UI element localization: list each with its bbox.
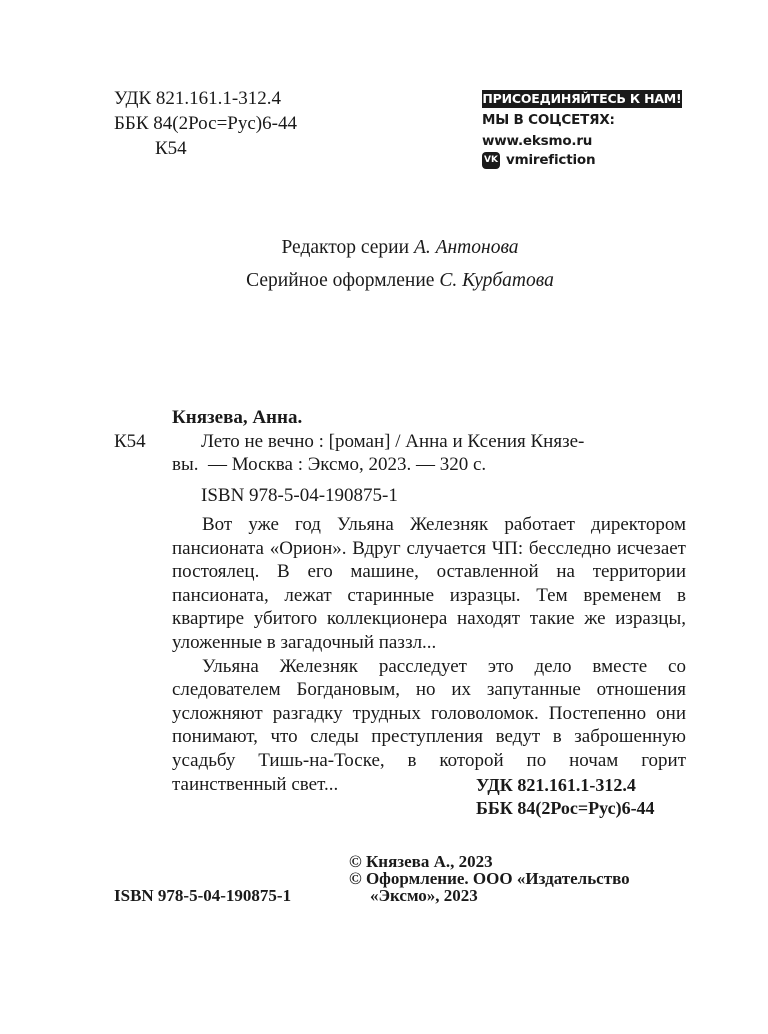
record-title-line1: Лето не вечно : [роман] / Анна и Ксения Князе- <box>201 431 585 452</box>
copyright-design: © Оформление. ООО «Издательство <box>349 869 630 888</box>
annotation <box>172 513 686 796</box>
record-author: Князева, Анна. <box>172 407 303 428</box>
series-editor-name: А. Антонова <box>413 237 519 258</box>
design-credit-line <box>0 268 768 294</box>
record-isbn: ISBN 978-5-04-190875-1 <box>201 485 398 506</box>
record-title-line2: вы. — Москва : Эксмо, 2023. — 320 с. <box>172 454 487 475</box>
annotation-paragraph-2: Ульяна Железняк расследует это дело вместе со следователем Богдановым, но их запутанные отношения усложняют разгадку трудных головоломок. Постепенно они понимают, что следы преступления ведут в заброшенную усадьбу Тишь-на-Тоске, в которой по ночам горит таинственный свет... <box>172 655 686 795</box>
series-editor-line <box>0 235 768 261</box>
vk-handle[interactable]: vmirefiction <box>506 152 596 168</box>
design-credit-label: Серийное оформление <box>246 270 435 291</box>
author-mark: К54 <box>155 138 187 159</box>
vk-icon: VK <box>482 152 500 169</box>
record-bbk: ББК 84(2Рос=Рус)6-44 <box>476 798 655 818</box>
copyright-publisher: «Эксмо», 2023 <box>370 886 478 905</box>
udk-code: УДК 821.161.1-312.4 <box>114 88 281 109</box>
social-networks-label: МЫ В СОЦСЕТЯХ: <box>482 112 615 128</box>
copyright-author: © Князева А., 2023 <box>349 852 493 871</box>
record-udk: УДК 821.161.1-312.4 <box>476 775 636 795</box>
annotation-paragraph-1: Вот уже год Ульяна Железняк работает директором пансионата «Орион». Вдруг случается ЧП: бесследно исчезает постоялец. В его машине, оставленной на территории пансионата, лежат старинные изразцы. Тем временем в квартире убитого коллекционера находят такие же изразцы, уложенные в загадочный паззл... <box>172 514 686 653</box>
design-credit-name: С. Курбатова <box>439 270 554 291</box>
join-us-banner: ПРИСОЕДИНЯЙТЕСЬ К НАМ! <box>482 91 682 106</box>
footer-isbn: ISBN 978-5-04-190875-1 <box>114 886 292 905</box>
record-author-mark: К54 <box>114 431 146 452</box>
website-link[interactable]: www.eksmo.ru <box>482 133 593 149</box>
bbk-code: ББК 84(2Рос=Рус)6-44 <box>114 113 297 134</box>
series-editor-label: Редактор серии <box>281 237 410 258</box>
